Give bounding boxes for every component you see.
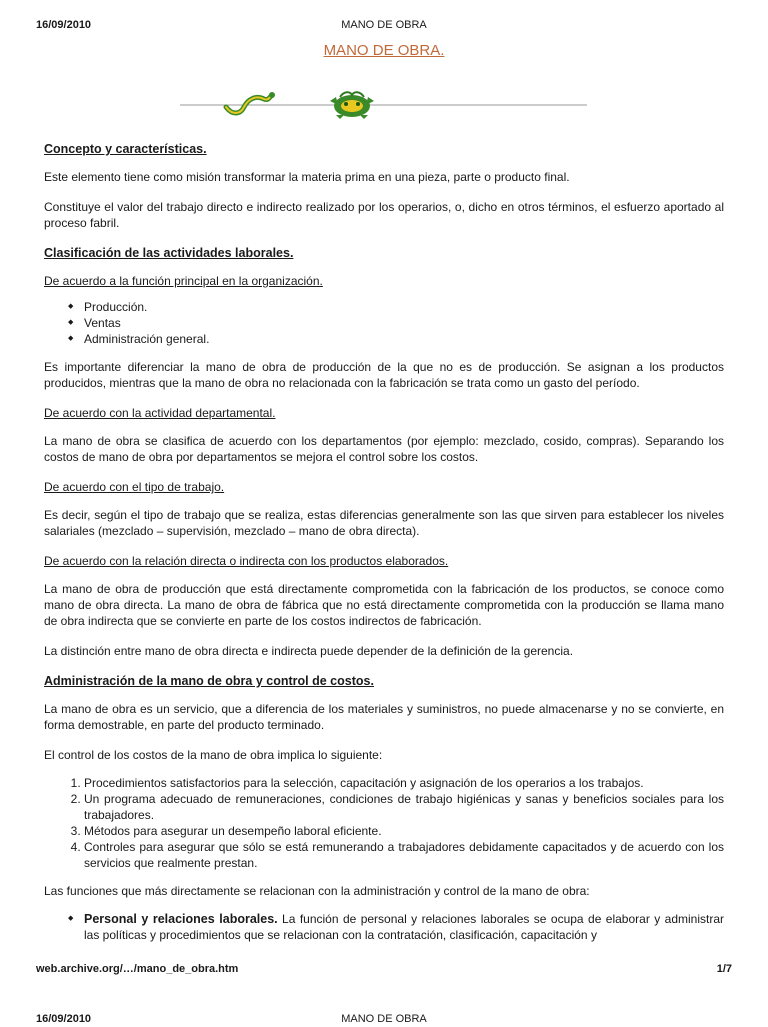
list-item: 4. Controles para asegurar que sólo se está remunerando a trabajadores debidamente capacitados y de acuerdo con los servicios que realmente prestan. [84,839,724,871]
paragraph: El control de los costos de la mano de obra implica lo siguiente: [44,748,383,762]
page-title: MANO DE OBRA. [323,42,445,59]
header-title: MANO DE OBRA [341,19,427,31]
footer-page-number: 1/7 [716,963,732,975]
list-item: 2. Un programa adecuado de remuneraciones, condiciones de trabajo higiénicas y sanas y beneficios sociales para los trabajadores. [84,791,724,823]
print-footer [36,963,732,977]
ornamental-divider [180,85,587,125]
heading-clasificacion: Clasificación de las actividades laborales. [44,246,294,260]
list-item: ◆ Administración general. [68,331,724,347]
header-date: 16/09/2010 [36,19,92,31]
footer-url: web.archive.org/…/mano_de_obra.htm [36,963,239,975]
funciones-list [44,911,724,943]
list-item: ◆ Ventas [68,315,724,331]
divider-svg [180,85,587,125]
paragraph: La mano de obra de producción que está directamente comprometida con la fabricación de los productos, se conoce como mano de obra directa. La mano de obra de fábrica que no está directamente comprometida con la producción se llama mano de obra indirecta que se convierte en parte de los costos indirectos de fabricación. [44,582,724,628]
dragon-ornament-left-icon [226,92,275,113]
paragraph: Constituye el valor del trabajo directo e indirecto realizado por los operarios, o, dicho en otros términos, el esfuerzo aportado al proceso fabril. [44,200,724,230]
paragraph: Es importante diferenciar la mano de obra de producción de la que no es de producción. Se asignan a los productos producidos, mientras que la mano de obra no relacionada con la fabricación se trata como un gasto del período. [44,360,724,390]
control-list [44,775,724,871]
print-header [36,19,732,33]
next-page-header [36,1013,732,1027]
list-item-text: La función de personal y relaciones laborales se ocupa de elaborar y administrar las políticas y procedimientos que se relacionan con la contratación, clasificación, capacitación y [84,912,724,942]
subheading-tipo: De acuerdo con el tipo de trabajo. [44,480,225,494]
paragraph: La mano de obra se clasifica de acuerdo con los departamentos (por ejemplo: mezclado, cosido, compras). Separando los costos de mano de obra por departamentos se mejora el control sobre los costos. [44,434,724,464]
subheading-departamental: De acuerdo con la actividad departamental. [44,406,276,420]
document-body [44,141,724,943]
header-title: MANO DE OBRA [341,1013,427,1025]
list-item: 3. Métodos para asegurar un desempeño laboral eficiente. [84,823,724,839]
list-item-lead: Personal y relaciones laborales. [84,912,278,926]
heading-administracion: Administración de la mano de obra y control de costos. [44,674,374,688]
paragraph: La mano de obra es un servicio, que a diferencia de los materiales y suministros, no puede almacenarse y no se convierte, en forma demostrable, en parte del producto terminado. [44,702,724,732]
dragon-ornament-right-icon [330,92,374,119]
list-item: 1. Procedimientos satisfactorios para la selección, capacitación y asignación de los operarios a los trabajos. [84,775,724,791]
paragraph: Las funciones que más directamente se relacionan con la administración y control de la mano de obra: [44,884,590,898]
subheading-funcion: De acuerdo a la función principal en la organización. [44,274,323,288]
paragraph: La distinción entre mano de obra directa e indirecta puede depender de la definición de la gerencia. [44,644,574,658]
paragraph: Es decir, según el tipo de trabajo que se realiza, estas diferencias generalmente son las que sirven para establecer los niveles salariales (mezclado – supervisión, mezclado – mano de obra directa). [44,508,724,538]
list-item: ◆ Producción. [68,299,724,315]
list-item [68,911,724,943]
header-date: 16/09/2010 [36,1013,92,1025]
heading-concepto: Concepto y características. [44,142,207,156]
funcion-list [44,299,724,347]
subheading-relacion: De acuerdo con la relación directa o indirecta con los productos elaborados. [44,554,449,568]
paragraph: Este elemento tiene como misión transformar la materia prima en una pieza, parte o producto final. [44,170,570,184]
content-viewport [0,141,768,949]
